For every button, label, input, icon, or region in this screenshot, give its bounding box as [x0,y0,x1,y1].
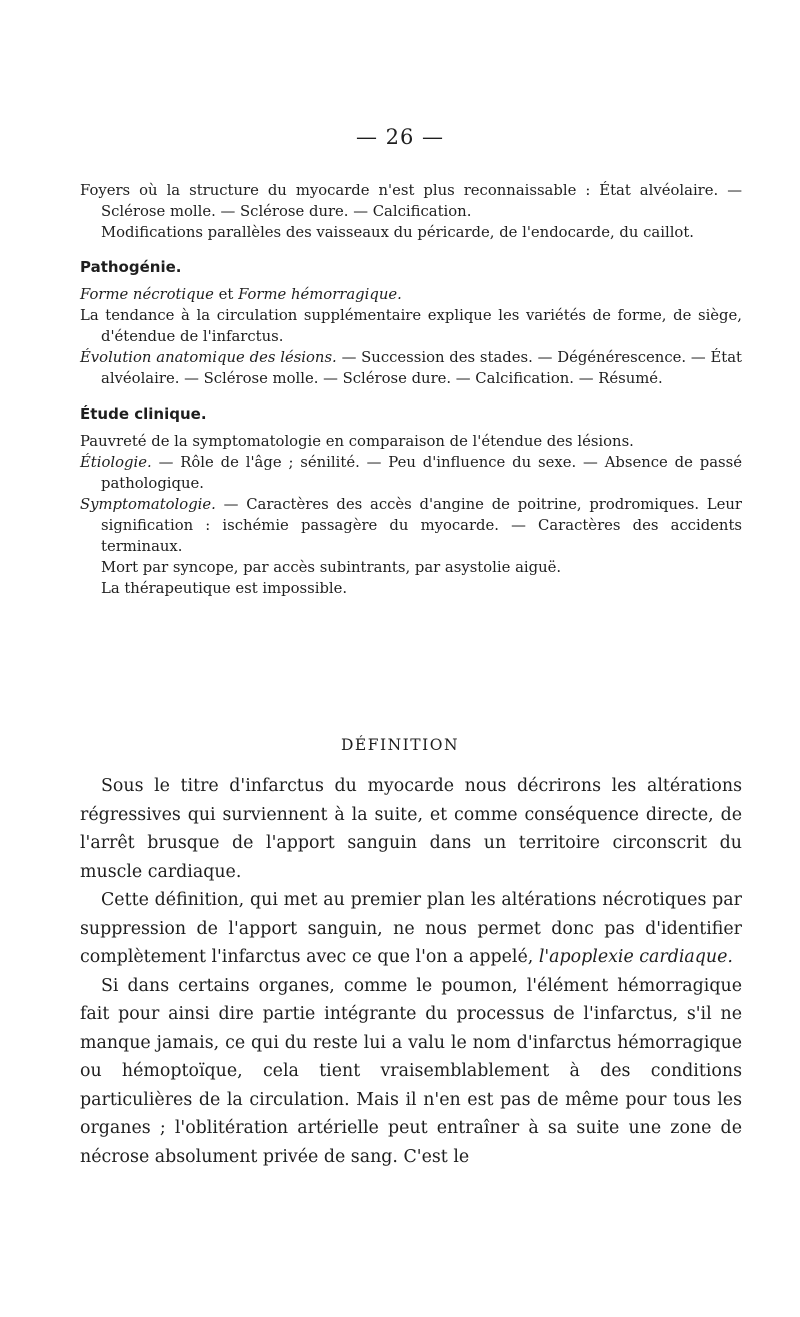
heading-etude-clinique: Étude clinique. [80,405,207,423]
evolution-text: — Succession des stades. — Dégénérescence. — État alvéolaire. — Sclérose molle. — Sclérose dure. — Calcification. — Résumé. [101,349,742,387]
clinique-therapeutique: La thérapeutique est impossible. [101,580,348,597]
page-number: — 26 — [355,125,445,149]
clinique-mort: Mort par syncope, par accès subintrants, par asystolie aiguë. [101,559,562,576]
forme-necrotique: Forme nécrotique [80,286,214,303]
et-conjunction: et [213,286,239,303]
pathogenie-evolution [80,347,742,389]
clinique-pauvrete: Pauvreté de la symptomatologie en comparaison de l'étendue des lésions. [80,433,634,450]
symptomatologie-text: — Caractères des accès d'angine de poitrine, prodromiques. Leur signification : ischémie passagère du myocarde. — Caractères des accidents terminaux. [101,496,742,555]
etiologie-text: — Rôle de l'âge ; sénilité. — Peu d'influence du sexe. — Absence de passé pathologique. [101,454,742,492]
definition-paragraph-2 [80,886,742,972]
clinique-etiologie [80,452,742,494]
summary-modifications: Modifications parallèles des vaisseaux du péricarde, de l'endocarde, du caillot. [101,224,694,241]
forme-hemorragique: Forme hémorragique. [238,286,402,303]
definition-title: DÉFINITION [340,736,460,754]
definition-paragraph-1: Sous le titre d'infarctus du myocarde nous décrirons les altérations régressives qui surviennent à la suite, et comme conséquence directe, de l'arrêt brusque de l'apport sanguin dans un territoire circonscrit du muscle cardiaque. [80,776,742,882]
heading-pathogenie: Pathogénie. [80,258,182,276]
symptomatologie-label: Symptomatologie. [80,496,216,513]
pathogenie-formes [80,284,742,305]
chapter-summary [80,180,742,599]
paragraph-2-text: Cette définition, qui met au premier plan les altérations nécrotiques par suppression de l'apport sanguin, ne nous permet donc pas d'identifier complètement l'infarctus avec ce que l'on a appelé, [80,890,742,967]
definition-paragraph-3: Si dans certains organes, comme le poumon, l'élément hémorragique fait pour ainsi dire partie intégrante du processus de l'infarctus, s'il ne manque jamais, ce qui du reste lui a valu le nom d'infarctus hémorragique ou hémoptoïque, cela tient vraisemblablement à des conditions particulières de la circulation. Mais il n'en est pas de même pour tous les organes ; l'oblitération artérielle peut entraîner à sa suite une zone de nécrose absolument privée de sang. C'est le [80,975,742,1167]
pathogenie-tendance: La tendance à la circulation supplémentaire explique les variétés de forme, de siège, d'étendue de l'infarctus. [80,307,742,345]
apoplexie-cardiaque: l'apoplexie cardiaque. [538,947,733,967]
etiologie-label: Étiologie. [80,454,152,471]
evolution-label: Évolution anatomique des lésions. [80,349,337,366]
clinique-symptomatologie [80,494,742,557]
definition-body [80,772,742,1171]
summary-intro: Foyers où la structure du myocarde n'est plus reconnaissable : État alvéolaire. — Sclérose molle. — Sclérose dure. — Calcification. [80,182,742,220]
